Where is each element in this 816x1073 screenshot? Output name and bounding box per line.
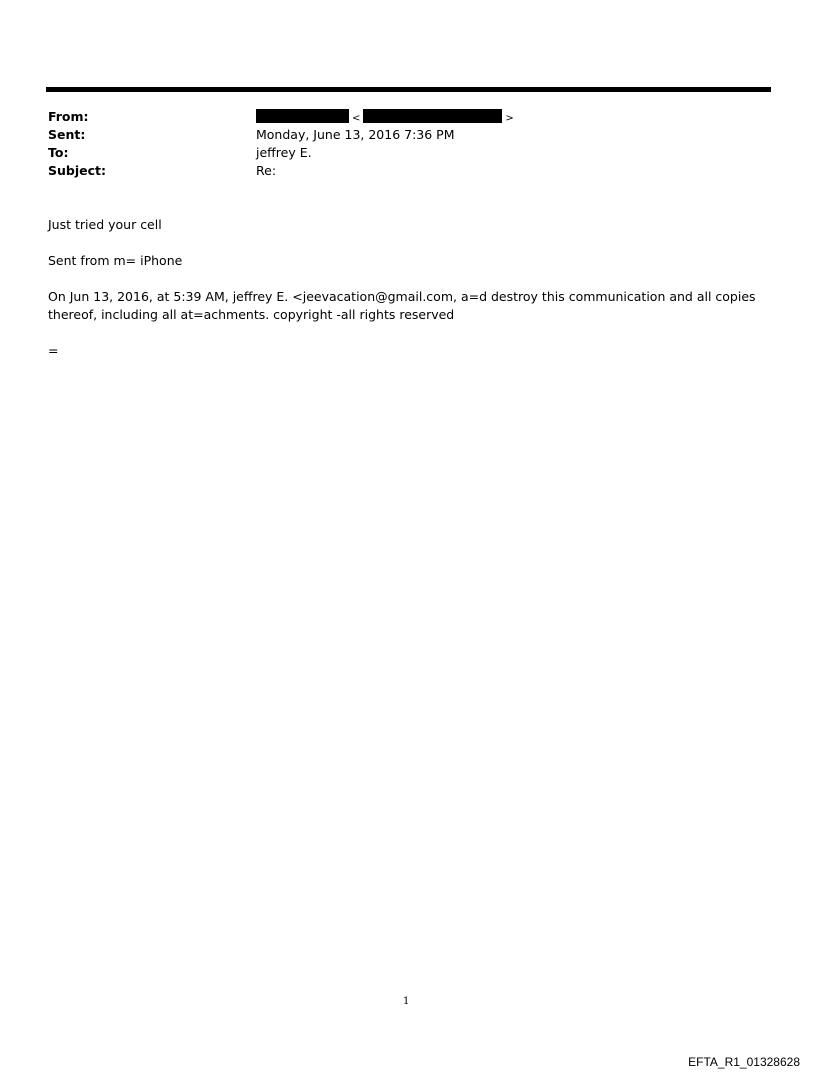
to-label: To: [48, 145, 69, 160]
from-open-bracket: < [352, 113, 361, 124]
to-value: jeffrey E. [256, 145, 312, 160]
subject-value: Re: [256, 163, 277, 178]
quoted-message: On Jun 13, 2016, at 5:39 AM, jeffrey E. <jeevacation@gmail.com, a=d destroy this communication and all copies thereof, including all at=achments. copyright -all rights reserved [48, 289, 756, 322]
sent-row [48, 126, 768, 144]
from-value [256, 108, 517, 128]
email-header [48, 108, 768, 180]
sent-value: Monday, June 13, 2016 7:36 PM [256, 127, 455, 142]
sent-label: Sent: [48, 127, 86, 142]
from-close-bracket: > [505, 113, 514, 124]
from-label: From: [48, 109, 89, 124]
subject-label: Subject: [48, 163, 106, 178]
body-trailer: = [48, 343, 59, 358]
subject-row [48, 162, 768, 180]
redacted-sender-email [363, 109, 502, 123]
body-line-1: Just tried your cell [48, 217, 162, 232]
to-row [48, 144, 768, 162]
page-number: 1 [403, 996, 410, 1007]
header-divider [46, 87, 771, 92]
from-row [48, 108, 768, 126]
body-line-2: Sent from m= iPhone [48, 253, 183, 268]
redacted-sender-name [256, 109, 349, 123]
bates-number: EFTA_R1_01328628 [688, 1055, 800, 1069]
